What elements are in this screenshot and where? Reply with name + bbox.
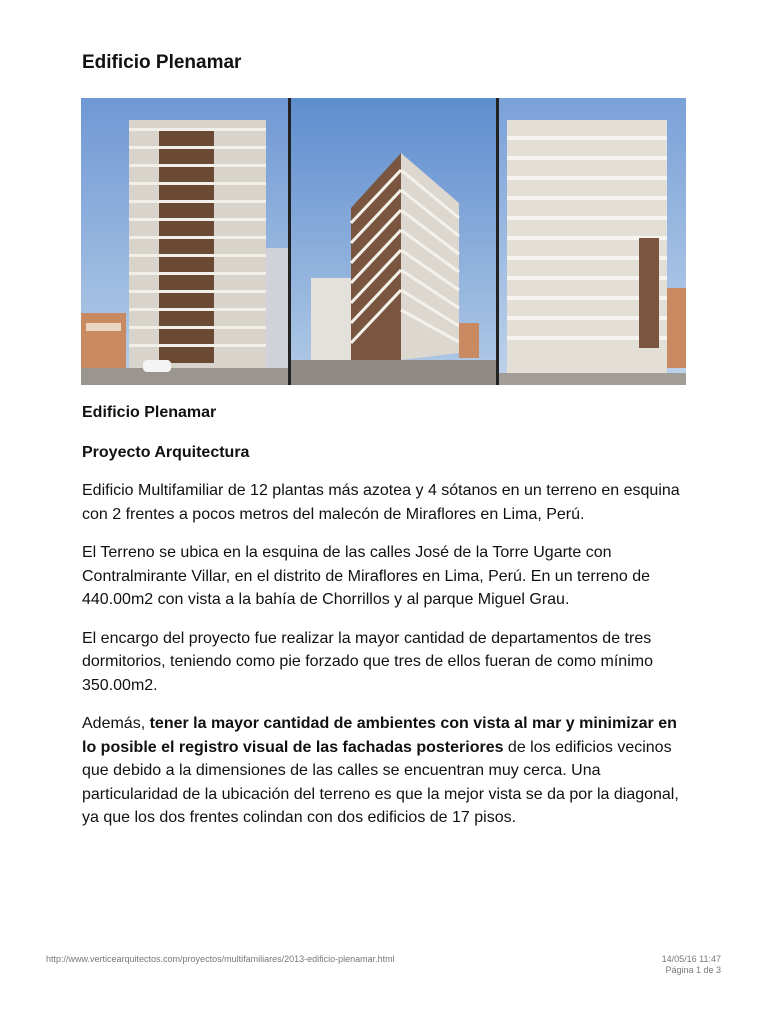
article-body <box>82 402 692 845</box>
paragraph: Edificio Multifamiliar de 12 plantas más azotea y 4 sótanos en un terreno en esquina con 2 frentes a pocos metros del malecón de Miraflores en Lima, Perú. <box>82 482 680 523</box>
section-title: Edificio Plenamar <box>82 404 217 421</box>
photo-strip <box>81 98 686 385</box>
building-photo-side <box>499 98 686 385</box>
page-title: Edificio Plenamar <box>82 52 242 73</box>
subsection-title: Proyecto Arquitectura <box>82 444 250 461</box>
footer-url: http://www.verticearquitectos.com/proyectos/multifamiliares/2013-edificio-plenamar.html <box>46 954 395 964</box>
paragraph: El encargo del proyecto fue realizar la mayor cantidad de departamentos de tres dormitorios, teniendo como pie forzado que tres de ellos fueran de como mínimo 350.00m2. <box>82 629 653 694</box>
footer-meta <box>662 954 721 976</box>
building-photo-icon <box>499 98 686 385</box>
page-number: Página 1 de 3 <box>665 965 721 975</box>
building-photo-front <box>81 98 288 385</box>
building-photo-icon <box>291 98 496 385</box>
paragraph-emphasis: tener la mayor cantidad de ambientes con vista al mar y minimizar en lo posible el registro visual de las fachadas posteriores <box>82 715 677 756</box>
paragraph-text: de los edificios vecinos que debido a la dimensiones de las calles se encuentran muy cerca. Una particularidad de la ubicación del terreno es que la mejor vista se da por la diagonal, ya que los dos frentes colindan con dos edificios de 17 pisos. <box>82 738 679 826</box>
building-photo-icon <box>81 98 288 385</box>
building-photo-corner <box>291 98 496 385</box>
paragraph: El Terreno se ubica en la esquina de las calles José de la Torre Ugarte con Contralmirante Villar, en el distrito de Miraflores en Lima, Perú. En un terreno de 440.00m2 con vista a la bahía de Chorrillos y al parque Miguel Grau. <box>82 544 650 608</box>
footer-date: 14/05/16 11:47 <box>661 954 721 964</box>
paragraph <box>82 712 692 830</box>
paragraph-text: Además, <box>82 715 150 732</box>
